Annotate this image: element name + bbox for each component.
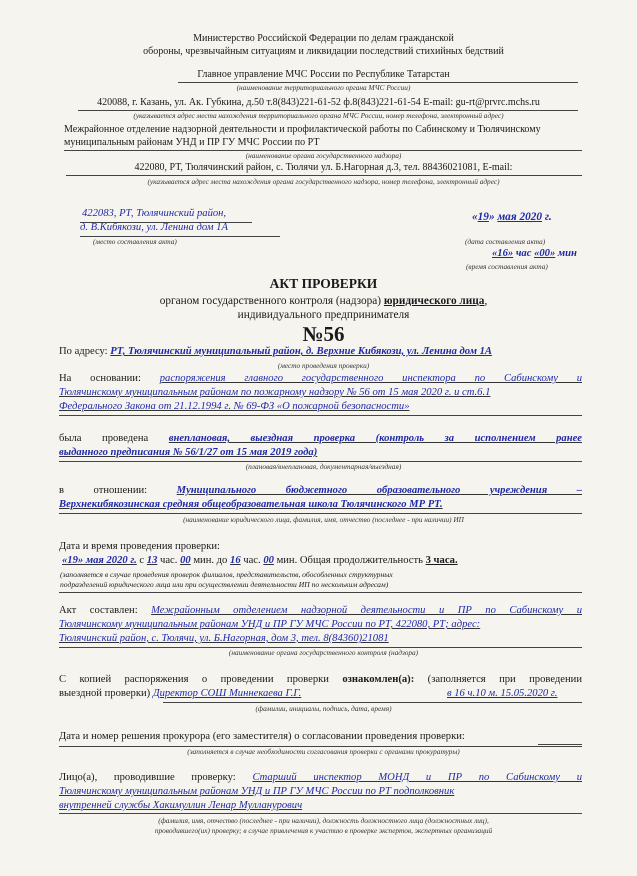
datetime-label: Дата и время проведения проверки:: [59, 541, 220, 552]
familiarized-line-1: С копией распоряжения о проведении проверки ознакомлен(а): (заполняется при проведении: [59, 674, 582, 685]
subject-caption: (наименование юридического лица, фамилия, имя, отчество (последнее - при наличии) ИП: [183, 515, 464, 524]
datetime-rule: [59, 592, 582, 593]
basis-line-3: Федерального Закона от 21.12.1994 г. № 69-ФЗ «О пожарной безопасности»: [59, 401, 410, 412]
inspectors-caption-1: (фамилия, имя, отчество (последнее - при наличии), должность должностного лица (должностных лиц),: [158, 816, 489, 825]
prosecutor-text: Дата и номер решения прокурора (его заместителя) о согласовании проведения проверки:: [59, 731, 465, 742]
inspectors-line-1: Лицо(а), проводившие проверку: Старший инспектор МОНД и ПР по Сабинскому и: [59, 772, 582, 783]
department-address: 422080, РТ, Тюлячинский район, с. Тюлячи ул. Б.Нагорная д.3, тел. 88436021081, E-mail:: [134, 162, 513, 173]
basis-line-1: На основании: распоряжения главного государственного инспектора по Сабинскому и: [59, 373, 583, 384]
act-title: АКТ ПРОВЕРКИ: [269, 276, 378, 291]
basis-line-2: Тюлячинскому муниципальным районам по пожарному надзору № 56 от 15 мая 2020 г. и ст.6.1: [59, 387, 491, 398]
act-by-line-1: Акт составлен: Межрайонным отделением надзорной деятельности и ПР по Сабинскому и: [59, 605, 582, 616]
act-date: «19» мая 2020 г.: [472, 211, 552, 223]
act-by-line-3: Тюлячинский район, с. Тюлячи, ул. Б.Нагорная, дом 3, тел. 8(84360)21081: [59, 633, 389, 644]
datetime-caption-2: подразделений юридического лица или при осуществлении деятельности ИП по нескольким адресам): [60, 580, 389, 589]
inspection-caption: (плановая/внеплановая, документарная/выездная): [245, 462, 402, 471]
inspectors-line-2: Тюлячинскому муниципальным районам УНД и ПР ГУ МЧС России по РТ подполковник: [59, 786, 455, 797]
subject-rule: [59, 513, 582, 514]
main-address-caption: (указывается адрес места нахождения территориального органа МЧС России, номер телефона, электронный адрес): [133, 111, 504, 120]
inspectors-line-3: внутренней службы Хакимуллин Ленар Мулланурович: [59, 800, 303, 811]
datetime-caption-1: (заполняется в случае проведения проверок филиалов, представительств, обособленных структурных: [60, 570, 393, 579]
inspectors-caption-2: проводившего(их) проверку; в случае привлечения к участию в проверке экспертов, экспертных организаций: [154, 826, 493, 835]
address-caption: (место проведения проверки): [277, 361, 370, 370]
inspection-line-2: выданного предписания № 56/1/27 от 15 мая 2019 года): [59, 447, 318, 458]
date-caption: (дата составления акта): [465, 237, 546, 246]
address-line: По адресу: РТ, Тюлячинский муниципальный район, д. Верхние Кибякози, ул. Ленина дом 1А: [59, 346, 492, 357]
act-subtitle-line-2: индивидуального предпринимателя: [237, 309, 410, 321]
ministry-line-2: обороны, чрезвычайным ситуациям и ликвидации последствий стихийных бедствий: [143, 46, 504, 57]
act-by-caption: (наименование органа государственного контроля (надзора): [228, 648, 419, 657]
inspectors-rule: [59, 813, 582, 814]
place-line-2: д. В.Кибякози, ул. Ленина дом 1А: [80, 222, 228, 233]
department-address-rule: [66, 175, 582, 176]
prosecutor-caption: (заполняется в случае необходимости согласования проверки с органами прокуратуры): [187, 747, 460, 756]
prosecutor-rule-1: [538, 744, 582, 745]
act-by-line-2: Тюлячинскому муниципальным районам УНД и ПР ГУ МЧС России по РТ, 422080, РТ; адрес:: [59, 619, 481, 630]
familiarized-rule: [163, 702, 582, 703]
act-time: «16» час «00» мин: [492, 248, 577, 259]
department-address-caption: (указывается адрес места нахождения органа государственного надзора, номер телефона, электронный адрес): [147, 177, 500, 186]
department-line-1: Межрайонное отделение надзорной деятельности и профилактической работы по Сабинскому и Тюлячинскому: [64, 124, 541, 135]
familiarized-time: в 16 ч.10 м. 15.05.2020 г.: [447, 688, 558, 699]
subject-line-1: в отношении: Муниципального бюджетного образовательного учреждения –: [59, 485, 582, 496]
familiarized-caption: (фамилии, инициалы, подпись, дата, время): [255, 704, 392, 713]
place-caption: (место составления акта): [93, 237, 177, 246]
main-directorate: Главное управление МЧС России по Республике Татарстан: [197, 69, 450, 80]
ministry-line-1: Министерство Российской Федерации по делам гражданской: [193, 33, 454, 44]
time-caption: (время составления акта): [466, 262, 548, 271]
basis-rule: [59, 415, 582, 416]
department-line-2: муниципальным районам УНД и ПР ГУ МЧС России по РТ: [64, 137, 320, 148]
place-line-1: 422083, РТ, Тюлячинский район,: [82, 208, 227, 219]
main-directorate-address: 420088, г. Казань, ул. Ак. Губкина, д.50 т.8(843)221-61-52 ф.8(843)221-61-54 E-mail: gu-rt@prvrc.mchs.ru: [97, 97, 540, 108]
department-caption: (наименование органа государственного надзора): [245, 151, 402, 160]
familiarized-line-2: выездной проверки) Директор СОШ Миннекаева Г.Г.: [59, 688, 302, 699]
inspection-line-1: была проведена внеплановая, выездная проверка (контроль за исполнением ранее: [59, 433, 582, 444]
act-subtitle-line-1: органом государственного контроля (надзора) юридического лица,: [159, 295, 488, 307]
datetime-line: «19» мая 2020 г. с 13 час. 00 мин. до 16 час. 00 мин. Общая продолжительность 3 часа.: [62, 555, 458, 566]
main-directorate-caption: (наименование территориального органа МЧС России): [236, 83, 411, 92]
act-number: №56: [302, 322, 345, 346]
subject-line-2: Верхнекибякозинская средняя общеобразовательная школа Тюлячинского МР РТ.: [59, 499, 443, 510]
